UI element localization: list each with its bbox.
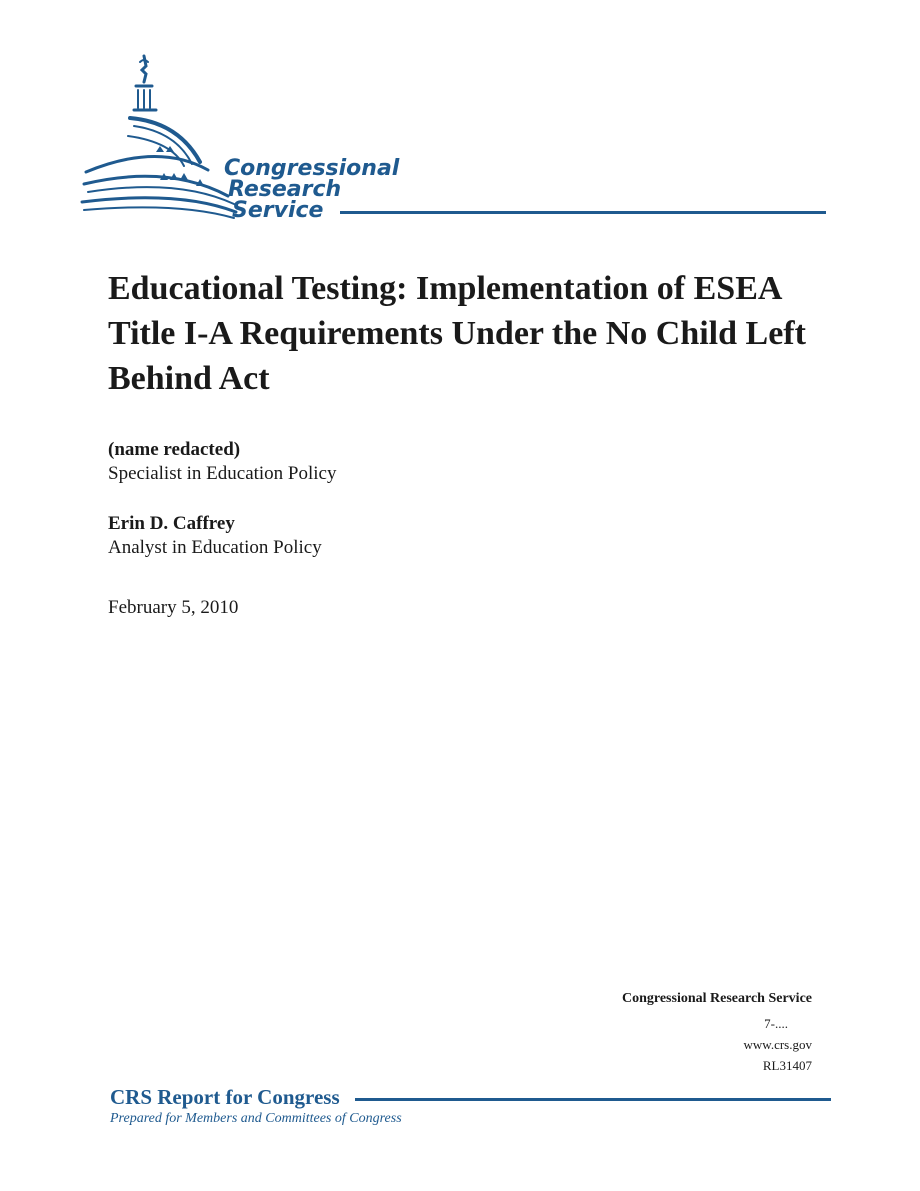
report-title: Educational Testing: Implementation of ESEA Title I-A Requirements Under the No Child Left Behind Act	[108, 270, 806, 397]
logo-text-research: Research	[228, 177, 342, 202]
logo-text-service: Service	[232, 198, 324, 223]
author-name: (name redacted)	[108, 439, 241, 460]
crs-website-link[interactable]: www.crs.gov	[743, 1037, 812, 1052]
logo-rule	[340, 211, 826, 214]
crs-org-name: Congressional Research Service	[621, 991, 812, 1006]
capitol-dome-icon	[78, 52, 248, 227]
footer-title: CRS Report for Congress	[110, 1085, 340, 1109]
author-role: Specialist in Education Policy	[108, 463, 337, 484]
author-block	[108, 438, 337, 486]
crs-code: 7-....	[764, 1016, 788, 1031]
footer-subtitle: Prepared for Members and Committees of Congress	[110, 1111, 402, 1126]
report-number: RL31407	[762, 1058, 812, 1073]
crs-info	[622, 990, 812, 1076]
footer-rule	[355, 1098, 831, 1101]
author-name: Erin D. Caffrey	[108, 513, 235, 534]
crs-logo	[78, 52, 838, 227]
author-role: Analyst in Education Policy	[108, 537, 322, 558]
author-block	[108, 512, 322, 560]
report-date: February 5, 2010	[108, 597, 239, 618]
logo-text-congressional: Congressional	[224, 156, 400, 181]
